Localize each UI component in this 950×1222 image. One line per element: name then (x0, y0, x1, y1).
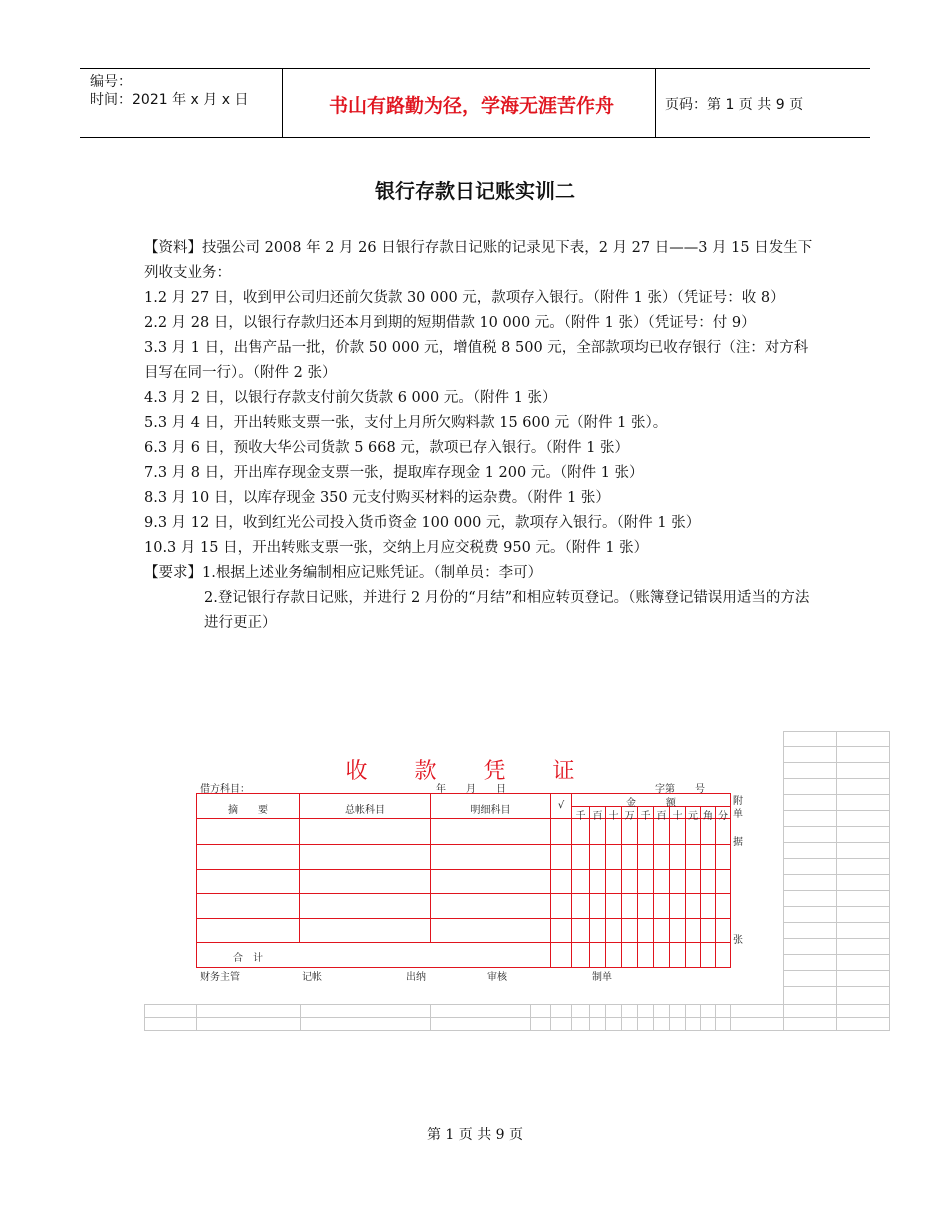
material-item: 7.3 月 8 日，开出库存现金支票一张，提取库存现金 1 200 元。（附件 1 张） (144, 465, 644, 481)
material-text (144, 236, 819, 636)
digit-label: 元 (688, 811, 698, 822)
material-intro: 【资料】技强公司 2008 年 2 月 26 日银行存款日记账的记录见下表，2 月 27 日——3 月 15 日发生下列收支业务： (144, 240, 813, 281)
digit-label: 千 (640, 811, 651, 822)
header-left (90, 73, 248, 109)
time-label: 时间：2021 年 x 月 x 日 (90, 92, 249, 108)
material-item: 3.3 月 1 日，出售产品一批，价款 50 000 元，增值税 8 500 元，全部款项均已收存银行（注：对方科目写在同一行）。（附件 2 张） (144, 340, 809, 381)
page-title: 银行存款日记账实训二 (375, 179, 575, 203)
attachment-label: 附单 (733, 796, 743, 820)
digit-label: 百 (592, 811, 603, 822)
digit-label: 万 (624, 811, 635, 822)
digit-label: 千 (575, 811, 586, 822)
voucher-title: 收 款 凭 证 (345, 759, 595, 784)
voucher-number: 字第 号 (655, 784, 705, 795)
header-page-info: 页码：第 1 页 共 9 页 (665, 97, 804, 113)
col-check: √ (557, 800, 565, 811)
signer-auditor: 审核 (487, 972, 507, 983)
signer-preparer: 制单 (592, 972, 612, 983)
debit-account-label: 借方科目： (200, 784, 250, 795)
material-item: 8.3 月 10 日，以库存现金 350 元支付购买材料的运杂费。（附件 1 张） (144, 490, 610, 506)
col-general-account: 总帐科目 (345, 805, 385, 816)
col-amount: 金 额 (626, 798, 676, 809)
material-item: 10.3 月 15 日，开出转账支票一张，交纳上月应交税费 950 元。（附件 1 张） (144, 540, 649, 556)
number-label: 编号： (90, 74, 132, 90)
material-item: 1.2 月 27 日，收到甲公司归还前欠货款 30 000 元，款项存入银行。（附件 1 张）（凭证号：收 8） (144, 290, 785, 306)
digit-label: 角 (703, 811, 713, 822)
signer-finance-supervisor: 财务主管 (200, 972, 240, 983)
material-item: 5.3 月 4 日，开出转账支票一张，支付上月所欠购料款 15 600 元（附件 1 张）。 (144, 415, 668, 431)
header-motto: 书山有路勤为径，学海无涯苦作舟 (328, 95, 614, 117)
digit-label: 十 (608, 811, 619, 822)
col-detail-account: 明细科目 (470, 805, 511, 816)
material-item: 6.3 月 6 日，预收大华公司货款 5 668 元，款项已存入银行。（附件 1 张） (144, 440, 630, 456)
page-footer: 第 1 页 共 9 页 (426, 1127, 524, 1143)
requirement-2: 2.登记银行存款日记账，并进行 2 月份的“月结”和相应转页登记。（账簿登记错误用适当的方法进行更正） (204, 590, 810, 631)
attachment-label: 张 (733, 935, 743, 946)
attachment-label: 据 (733, 837, 743, 848)
material-item: 4.3 月 2 日，以银行存款支付前欠货款 6 000 元。（附件 1 张） (144, 390, 557, 406)
material-item: 2.2 月 28 日，以银行存款归还本月到期的短期借款 10 000 元。（附件 1 张）（凭证号：付 9） (144, 315, 756, 331)
voucher-date: 年 月 日 (436, 784, 506, 795)
header-divider (282, 69, 283, 137)
digit-label: 百 (656, 811, 667, 822)
page-header (80, 68, 870, 138)
signer-cashier: 出纳 (406, 972, 426, 983)
digit-label: 十 (672, 811, 683, 822)
total-label: 合 计 (233, 953, 263, 964)
col-summary: 摘 要 (228, 805, 268, 816)
material-item: 9.3 月 12 日，收到红光公司投入货币资金 100 000 元，款项存入银行。（附件 1 张） (144, 515, 701, 531)
signer-bookkeeper: 记帐 (302, 972, 322, 983)
digit-label: 分 (718, 811, 728, 822)
requirement-1: 【要求】1.根据上述业务编制相应记账凭证。（制单员：李可） (144, 565, 543, 581)
